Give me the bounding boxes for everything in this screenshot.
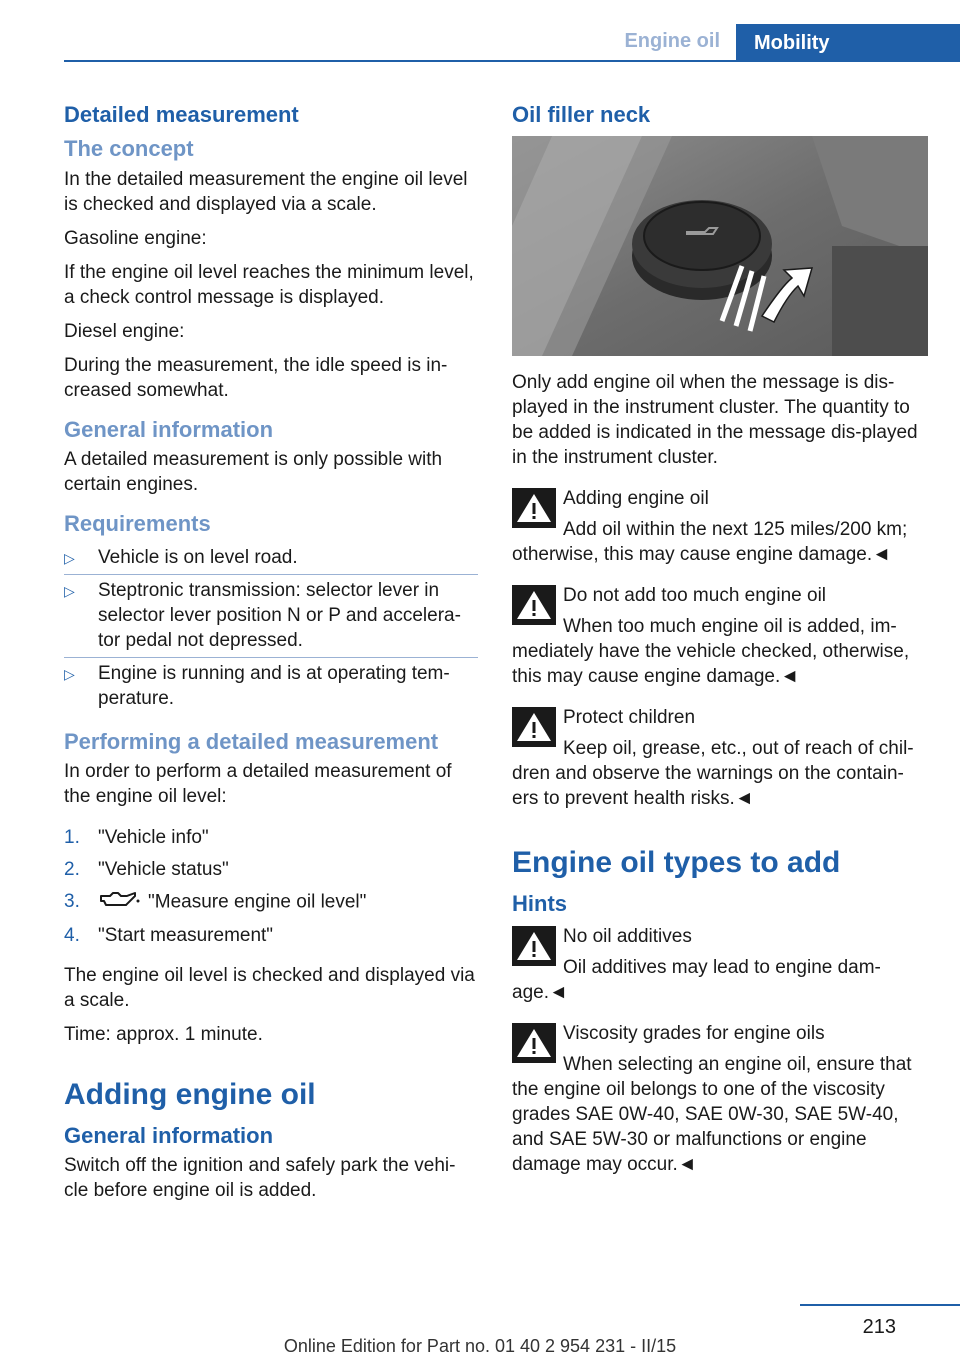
warning-body: Keep oil, grease, etc., out of reach of chil-dren and observe the warnings on the contain-ers to prevent health risks.◄: [512, 738, 914, 810]
oil-can-icon: [98, 889, 140, 916]
page-number: 213: [862, 1316, 896, 1338]
list-item: ▷ Vehicle is on level road.: [64, 542, 478, 575]
heading-general-information: General information: [64, 416, 274, 442]
warning-title: Do not add too much engine oil: [563, 585, 827, 607]
oil-filler-cap-photo: [512, 136, 928, 356]
warning-title: Viscosity grades for engine oils: [563, 1022, 825, 1044]
paragraph: Diesel engine:: [64, 320, 185, 342]
heading-hints: Hints: [512, 891, 567, 917]
paragraph: A detailed measurement is only possible with certain engines.: [64, 449, 443, 496]
paragraph: Only add engine oil when the message is dis-played in the instrument cluster. The quantity to be added is indicated in the message dis-played in the instrument cluster.: [512, 372, 918, 469]
paragraph: Time: approx. 1 minute.: [64, 1023, 263, 1045]
warning-triangle-icon: [512, 488, 556, 528]
list-item: ▷ Steptronic transmission: selector lever in selector lever position N or P and accelera-tor pedal not depressed.: [64, 575, 478, 658]
heading-the-concept: The concept: [64, 136, 194, 162]
warning-body: Oil additives may lead to engine dam-age.◄: [512, 956, 881, 1003]
paragraph: In the detailed measurement the engine oil level is checked and displayed via a scale.: [64, 168, 468, 215]
left-column: [64, 102, 478, 1212]
list-item: ▷ Engine is running and is at operating tem-perature.: [64, 662, 450, 709]
header-section-title: Engine oil: [624, 30, 720, 52]
paragraph: Switch off the ignition and safely park the vehi-cle before engine oil is added.: [64, 1155, 456, 1202]
warning-body: Add oil within the next 125 miles/200 km; otherwise, this may cause engine damage.◄: [512, 519, 908, 566]
warning-body: When selecting an engine oil, ensure that the engine oil belongs to one of the viscosity grades SAE 0W-40, SAE 0W-30, SAE 5W-40, and SAE 5W-30 or malfunctions or engine damage may occur.◄: [512, 1053, 912, 1175]
right-column: [512, 102, 930, 1189]
paragraph: Gasoline engine:: [64, 227, 207, 249]
chapter-heading-engine-oil-types: Engine oil types to add: [512, 846, 841, 880]
paragraph: During the measurement, the idle speed is in-creased somewhat.: [64, 354, 448, 401]
paragraph: In order to perform a detailed measurement of the engine oil level:: [64, 760, 452, 807]
heading-performing-measurement: Performing a detailed measurement: [64, 728, 439, 754]
warning-block: [512, 1021, 930, 1177]
header-rule: [64, 60, 960, 62]
heading-general-information-adding: General information: [64, 1122, 274, 1148]
triangle-bullet-icon: ▷: [64, 665, 75, 682]
paragraph: The engine oil level is checked and displayed via a scale.: [64, 964, 475, 1011]
warning-block: [512, 705, 930, 811]
warning-triangle-icon: [512, 585, 556, 625]
requirements-list: [64, 542, 478, 715]
warning-block: [512, 583, 930, 689]
warning-title: Protect children: [563, 707, 696, 729]
list-item: 2. "Vehicle status": [64, 858, 229, 880]
chapter-heading-adding-engine-oil: Adding engine oil: [64, 1077, 316, 1111]
list-item: 3. "Measure engine oil level": [64, 889, 478, 923]
triangle-bullet-icon: ▷: [64, 582, 75, 599]
warning-body: When too much engine oil is added, im-mediately have the vehicle checked, otherwise, this may cause engine damage.◄: [512, 616, 910, 688]
paragraph: If the engine oil level reaches the minimum level, a check control message is displayed.: [64, 261, 474, 308]
warning-triangle-icon: [512, 926, 556, 966]
header-chapter-tab: Mobility: [736, 24, 960, 62]
steps-list: [64, 825, 478, 955]
warning-title: No oil additives: [563, 925, 692, 947]
footer-rule: [800, 1304, 960, 1306]
edition-footer: Online Edition for Part no. 01 40 2 954 231 - II/15: [283, 1336, 677, 1356]
page-header: [0, 24, 960, 62]
triangle-bullet-icon: ▷: [64, 549, 75, 566]
warning-triangle-icon: [512, 1023, 556, 1063]
warning-block: [512, 924, 930, 1005]
heading-requirements: Requirements: [64, 511, 211, 537]
list-item: 1. "Vehicle info": [64, 826, 209, 848]
warning-triangle-icon: [512, 707, 556, 747]
heading-oil-filler-neck: Oil filler neck: [512, 102, 651, 127]
section-title-detailed-measurement: Detailed measurement: [64, 102, 299, 127]
warning-block: [512, 486, 930, 567]
list-item: 4. "Start measurement": [64, 924, 274, 946]
warning-title: Adding engine oil: [563, 488, 709, 510]
